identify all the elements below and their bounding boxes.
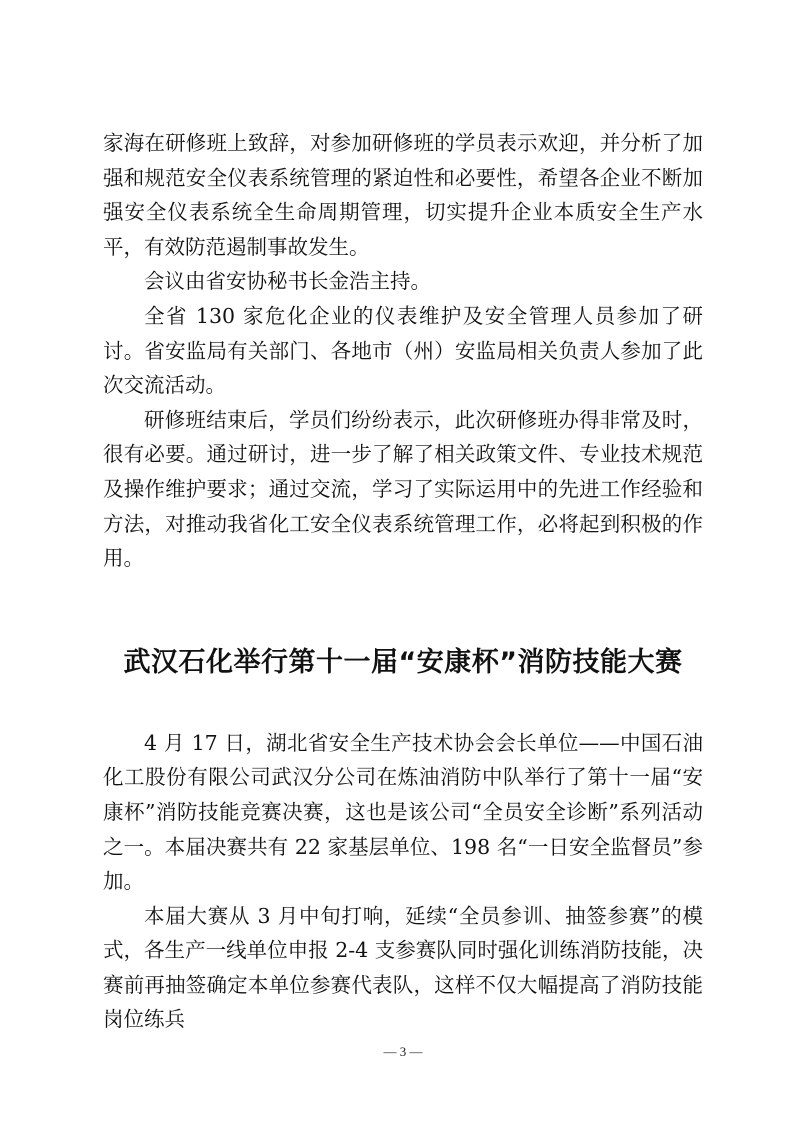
paragraph-5: 4 月 17 日，湖北省安全生产技术协会会长单位——中国石油化工股份有限公司武汉分公司在炼油消防中队举行了第十一届“安康杯”消防技能竞赛决赛，这也是该公司“全员安全诊断”系列活动之一。本届决赛共有 22 家基层单位、198 名“一日安全监督员”参加。 (103, 730, 703, 894)
paragraph-4: 研修班结束后，学员们纷纷表示，此次研修班办得非常及时，很有必要。通过研讨，进一步了解了相关政策文件、专业技术规范及操作维护要求；通过交流，学习了实际运用中的先进工作经验和方法，对推动我省化工安全仪表系统管理工作，必将起到积极的作用。 (103, 407, 703, 571)
article-title: 武汉石化举行第十一届“安康杯”消防技能大赛 (123, 646, 683, 678)
paragraph-1: 家海在研修班上致辞，对参加研修班的学员表示欢迎，并分析了加强和规范安全仪表系统管理的紧迫性和必要性，希望各企业不断加强安全仪表系统全生命周期管理，切实提升企业本质安全生产水平，有效防范遏制事故发生。 (103, 131, 703, 259)
paragraph-6: 本届大赛从 3 月中旬打响，延续“全员参训、抽签参赛”的模式，各生产一线单位申报 2-4 支参赛队同时强化训练消防技能，决赛前再抽签确定本单位参赛代表队，这样不仅大幅提高了消防技能岗位练兵 (103, 903, 703, 1032)
paragraph-2: 会议由省安协秘书长金浩主持。 (144, 269, 431, 294)
document-page (103, 126, 703, 1037)
page-number: — 3 — (383, 1044, 423, 1059)
paragraph-3: 全省 130 家危化企业的仪表维护及安全管理人员参加了研讨。省安监局有关部门、各地市（州）安监局相关负责人参加了此次交流活动。 (103, 303, 703, 398)
